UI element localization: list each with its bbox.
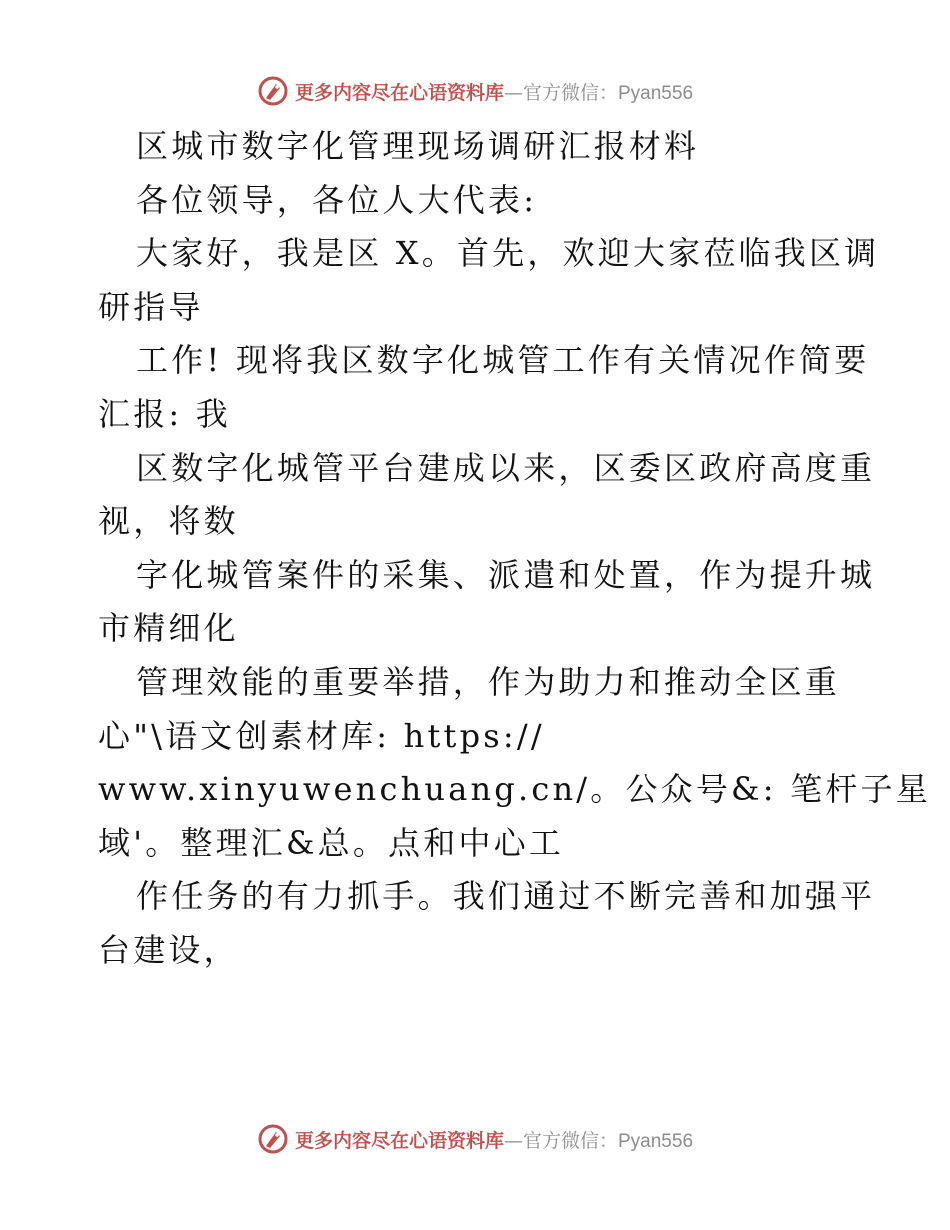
document-line: 研指导 [98,287,204,326]
document-line: 大家好，我是区 X。首先，欢迎大家莅临我区调 [136,234,880,273]
document-line: 作任务的有力抓手。我们通过不断完善和加强平 [136,877,876,916]
document-line: www.xinyuwenchuang.cn/。公众号&: 笔杆子星 [98,770,931,809]
document-line: 域'。整理汇&总。点和中心工 [98,823,565,862]
document-line: 工作! 现将我区数字化城管工作有关情况作简要 [136,341,870,380]
pen-nib-logo-icon [257,75,289,107]
document-line: 心"\语文创素材库: https:// [98,716,545,755]
document-line: 区数字化城管平台建成以来，区委区政府高度重 [136,448,876,487]
pen-nib-logo-icon [257,1123,289,1155]
document-line: 区城市数字化管理现场调研汇报材料 [136,127,700,165]
document-line: 各位领导，各位人大代表: [136,180,538,219]
footer-watermark [0,1119,950,1159]
header-watermark [0,71,950,111]
watermark-dash: — [503,1129,523,1152]
watermark-text: 更多内容尽在心语资料库 [294,81,504,104]
document-line: 字化城管案件的采集、派遣和处置，作为提升城 [136,555,876,594]
document-line: 市精细化 [98,609,239,648]
watermark-wechat-id: Pyan556 [618,82,694,104]
document-line: 台建设， [98,930,239,969]
watermark-wechat-id: Pyan556 [618,1130,694,1152]
watermark-text: 更多内容尽在心语资料库 [294,1129,504,1152]
document-body [98,120,931,978]
watermark-wechat-label: 官方微信： [522,81,618,104]
document-line: 汇报: 我 [98,394,231,433]
document-line: 视，将数 [98,502,239,541]
watermark-wechat-label: 官方微信： [522,1129,618,1152]
document-line: 管理效能的重要举措，作为助力和推动全区重 [136,662,841,701]
watermark-dash: — [503,81,523,104]
